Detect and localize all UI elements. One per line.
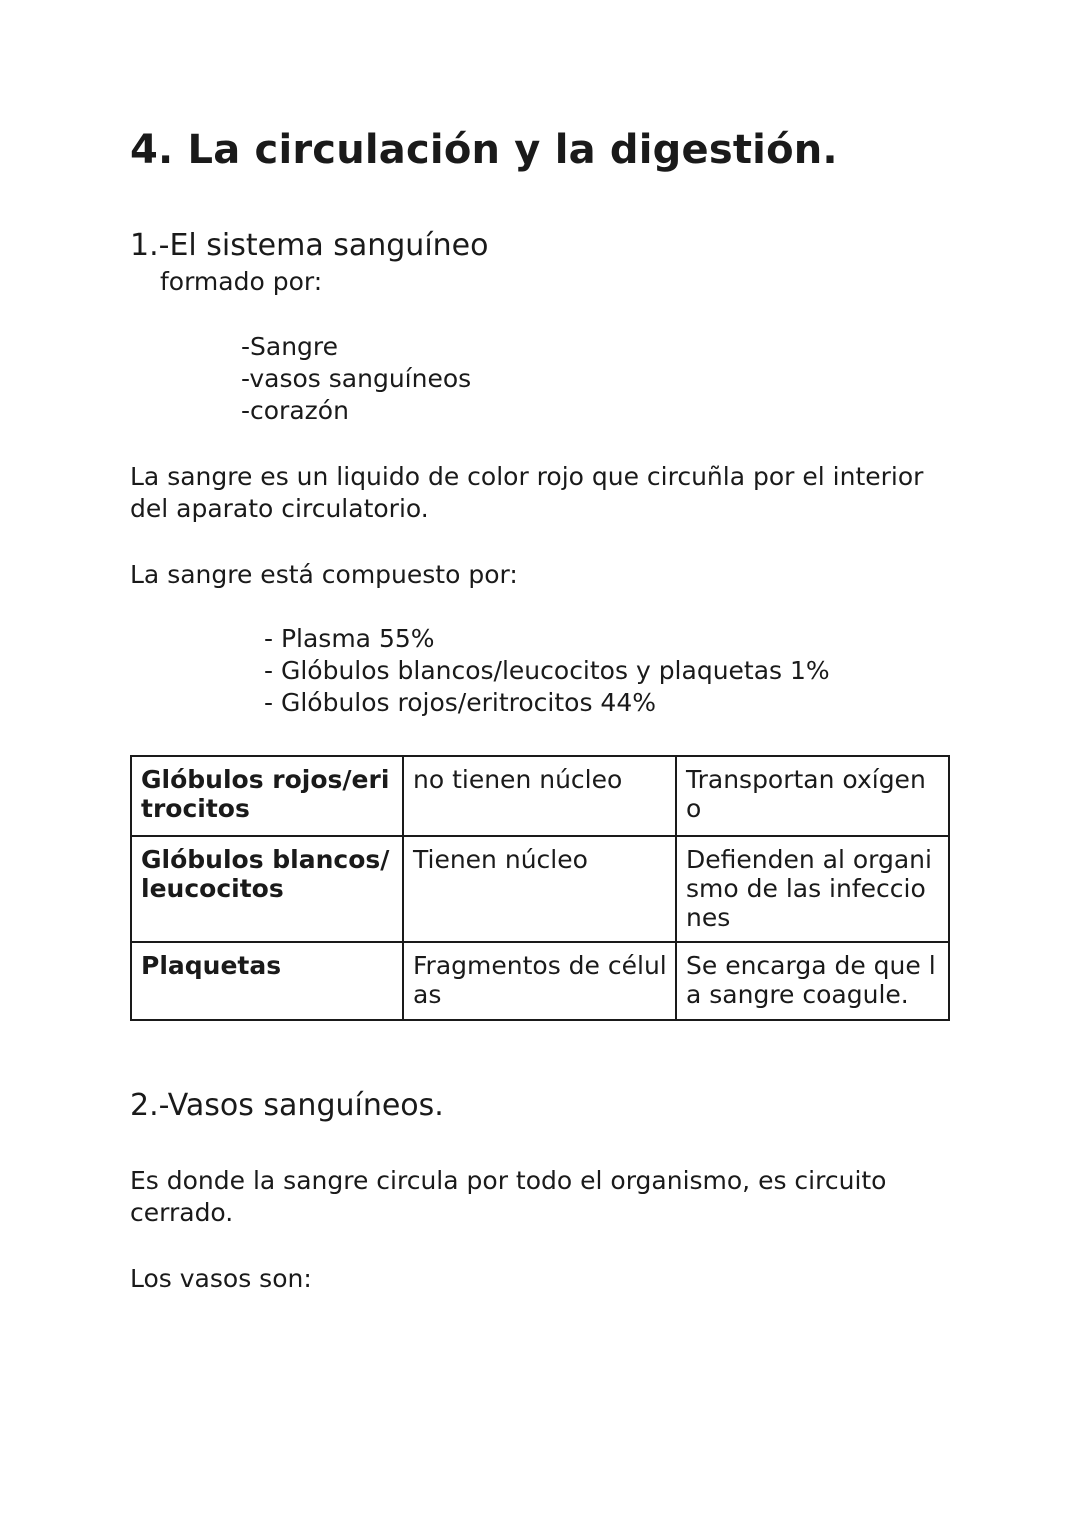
- blood-definition-paragraph: La sangre es un liquido de color rojo que circuñla por el interior del aparato circulatorio.: [130, 462, 924, 523]
- list-item: -corazón: [241, 396, 349, 425]
- section-1-heading: 1.-El sistema sanguíneo: [130, 228, 489, 263]
- blood-composition-intro: La sangre está compuesto por:: [130, 560, 518, 589]
- cell-nucleus: no tienen núcleo: [403, 756, 676, 836]
- components-list: [241, 331, 471, 427]
- cell-name: Glóbulos rojos/eritrocitos: [131, 756, 403, 836]
- vessels-intro: Los vasos son:: [130, 1264, 312, 1293]
- list-item: - Glóbulos blancos/leucocitos y plaquetas 1%: [264, 656, 830, 685]
- list-item: -Sangre: [241, 332, 339, 361]
- list-item: - Plasma 55%: [264, 624, 435, 653]
- blood-cells-table: [130, 755, 950, 1021]
- cell-function: Se encarga de que la sangre coagule.: [676, 942, 949, 1020]
- section-2-heading: 2.-Vasos sanguíneos.: [130, 1088, 444, 1123]
- page-title: 4. La circulación y la digestión.: [130, 127, 838, 173]
- table-row: [131, 942, 949, 1020]
- cell-name: Glóbulos blancos/leucocitos: [131, 836, 403, 942]
- table-row: [131, 836, 949, 942]
- cell-function: Defienden al organismo de las infecciones: [676, 836, 949, 942]
- cell-name: Plaquetas: [131, 942, 403, 1020]
- cell-nucleus: Fragmentos de células: [403, 942, 676, 1020]
- list-item: - Glóbulos rojos/eritrocitos 44%: [264, 688, 656, 717]
- cell-nucleus: Tienen núcleo: [403, 836, 676, 942]
- cell-function: Transportan oxígeno: [676, 756, 949, 836]
- table-row: [131, 756, 949, 836]
- vessels-definition-paragraph: Es donde la sangre circula por todo el organismo, es circuito cerrado.: [130, 1166, 887, 1227]
- section-1-subheading: formado por:: [160, 267, 323, 296]
- list-item: -vasos sanguíneos: [241, 364, 472, 393]
- composition-list: [264, 623, 830, 719]
